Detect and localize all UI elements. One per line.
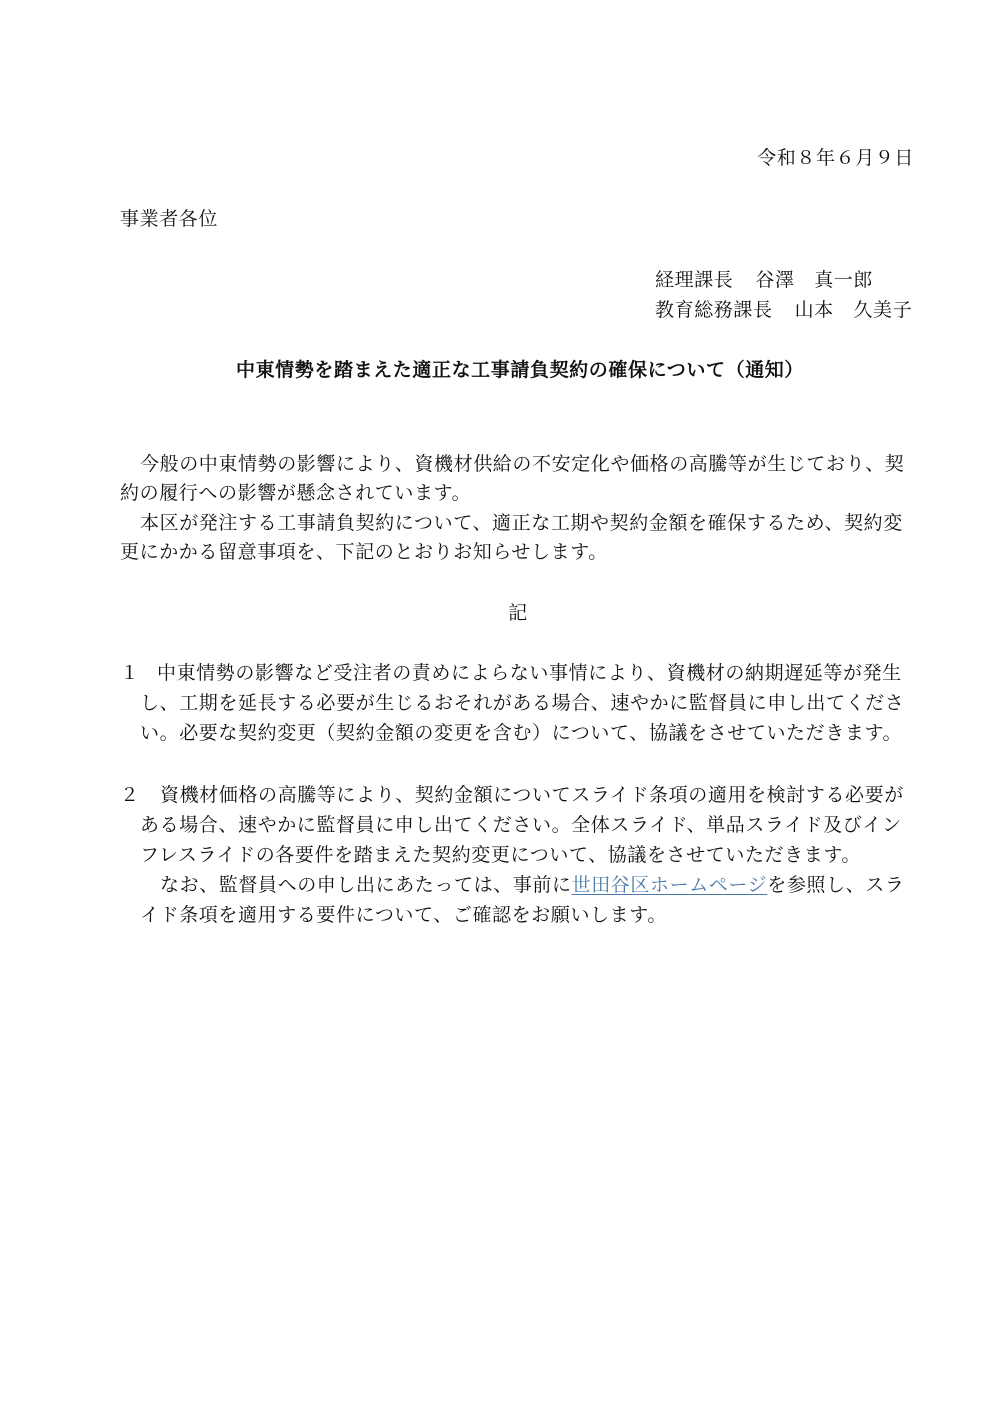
intro-p1-line1: 今般の中東情勢の影響により、資機材供給の不安定化や価格の高騰等が生じており、契 — [140, 453, 905, 475]
setagaya-homepage-link[interactable]: 世田谷区ホームページ — [571, 874, 768, 896]
signatory-1 — [655, 267, 873, 293]
intro-p1-line2: 約の履行への影響が懸念されています。 — [120, 482, 472, 504]
item-2-line1: 資機材価格の高騰等により、契約金額についてスライド条項の適用を検討する必要が — [160, 784, 904, 806]
item-1-line2: し、工期を延長する必要が生じるおそれがある場合、速やかに監督員に申し出てくださ — [140, 692, 905, 714]
item-2-line3: フレスライドの各要件を踏まえた契約変更について、協議をさせていただきます。 — [140, 844, 862, 866]
item-2-line2: ある場合、速やかに監督員に申し出てください。全体スライド、単品スライド及びイン — [140, 814, 902, 836]
intro-p2-line2: 更にかかる留意事項を、下記のとおりお知らせします。 — [120, 541, 608, 563]
signatory-1-name: 谷澤 真一郎 — [755, 269, 874, 291]
signatory-1-title: 経理課長 — [655, 269, 734, 291]
item-2-line5: イド条項を適用する要件について、ご確認をお願いします。 — [140, 904, 667, 926]
item-1-line1: 中東情勢の影響など受注者の責めによらない事情により、資機材の納期遅延等が発生 — [157, 662, 902, 684]
item-2-line4 — [160, 872, 904, 898]
ki-heading: 記 — [508, 602, 528, 624]
intro-p2-line1: 本区が発注する工事請負契約について、適正な工期や契約金額を確保するため、契約変 — [140, 512, 903, 534]
item-1-number: １ — [120, 662, 140, 684]
document-title: 中東情勢を踏まえた適正な工事請負契約の確保について（通知） — [235, 359, 805, 381]
item-2-number: ２ — [120, 784, 140, 806]
signatory-2-title: 教育総務課長 — [655, 299, 773, 321]
item-2-line4-before: なお、監督員への申し出にあたっては、事前に — [160, 874, 572, 896]
document-date: 令和８年６月９日 — [757, 147, 914, 169]
addressee: 事業者各位 — [120, 208, 219, 230]
signatory-2-name: 山本 久美子 — [794, 299, 913, 321]
item-1-line3: い。必要な契約変更（契約金額の変更を含む）について、協議をさせていただきます。 — [140, 722, 903, 744]
signatory-2 — [655, 297, 912, 323]
item-2-line4-after: を参照し、スラ — [767, 874, 905, 896]
